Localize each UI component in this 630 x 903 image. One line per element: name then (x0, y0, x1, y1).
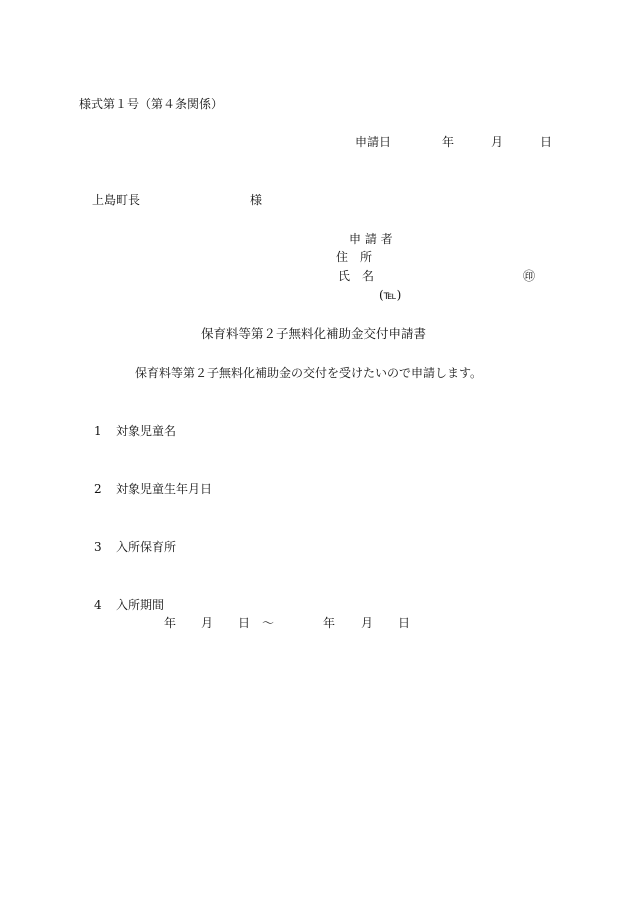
date-month-label: 月 (491, 135, 504, 149)
seal-mark: ㊞ (523, 269, 536, 283)
applicant-name-label: 氏 名 (338, 269, 375, 283)
period-end-day: 日 (398, 616, 411, 630)
period-start-day: 日 (238, 616, 251, 630)
application-statement: 保育料等第２子無料化補助金の交付を受けたいので申請します。 (135, 366, 483, 380)
item-number: 2 (94, 482, 102, 496)
item-number: 4 (94, 598, 102, 612)
date-day-label: 日 (540, 135, 553, 149)
applicant-address-label: 住 所 (336, 250, 373, 264)
item-number: 3 (94, 540, 102, 554)
addressee-name: 上島町長 (92, 193, 141, 207)
item-number: 1 (94, 424, 102, 438)
period-end-month: 月 (361, 616, 374, 630)
item-label: 入所期間 (116, 598, 165, 612)
item-label: 対象児童名 (116, 424, 177, 438)
period-end-year: 年 (323, 616, 336, 630)
document-title: 保育料等第２子無料化補助金交付申請書 (201, 326, 427, 341)
date-year-label: 年 (442, 135, 455, 149)
form-number: 様式第１号（第４条関係） (79, 97, 224, 111)
phone-label: (℡) (379, 288, 402, 302)
item-label: 入所保育所 (116, 540, 177, 554)
applicant-heading: 申 請 者 (349, 232, 393, 246)
period-start-month: 月 (201, 616, 214, 630)
item-label: 対象児童生年月日 (116, 482, 213, 496)
period-separator: 〜 (262, 616, 275, 630)
period-start-year: 年 (164, 616, 177, 630)
application-date-label: 申請日 (355, 135, 392, 149)
addressee-honorific: 様 (250, 193, 263, 207)
